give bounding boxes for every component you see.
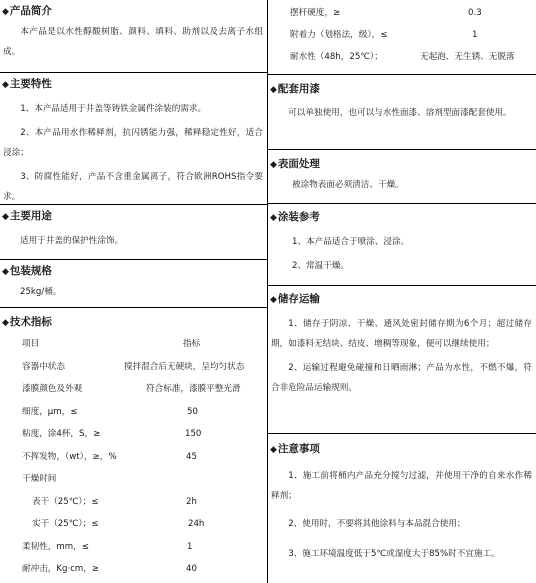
section-heading	[0, 311, 267, 333]
feature-item: 3、防腐性能好，产品不含重金属离子，符合欧洲ROHS指令要求。	[3, 172, 263, 202]
spec-name: 摆杆硬度，≥	[290, 8, 341, 18]
packaging-title: 包装规格	[9, 265, 52, 277]
spec-value: 45	[186, 451, 197, 462]
spec-value: 1	[187, 541, 193, 552]
section-usage	[0, 205, 267, 260]
matching-text: 可以单独使用，也可以与水性面漆、溶剂型面漆配套使用。	[288, 108, 512, 118]
note-item: 2、使用时，不要将其他涂料与本品混合使用；	[288, 519, 466, 529]
section-packaging	[0, 260, 267, 308]
storage-item: 1、储存于阴凉、干燥、通风处密封储存期为6个月；超过储存期，如漆料无结块、结皮、增稠等现象，便可以继续使用；	[271, 319, 532, 349]
spec-value: 符合标准，漆膜平整光滑	[146, 384, 241, 394]
section-features	[0, 73, 267, 205]
spec-value: 搅拌混合后无硬块，呈均匀状态	[124, 361, 245, 372]
diamond-bullet-icon: ◆	[2, 318, 9, 328]
section-coating	[268, 206, 536, 286]
spec-name: 表干（25℃）；≤	[32, 496, 99, 507]
spec-value: 50	[187, 406, 198, 417]
table-row	[0, 536, 267, 559]
diamond-bullet-icon: ◆	[270, 160, 277, 170]
surface-title: 表面处理	[277, 158, 320, 170]
spec-name: 实干（25℃）；≤	[32, 519, 99, 529]
diamond-bullet-icon: ◆	[270, 213, 277, 223]
notes-title: 注意事项	[277, 443, 320, 455]
table-row	[0, 423, 267, 446]
spec-value: 1	[472, 30, 478, 40]
feature-item: 2、本产品用水作稀释剂，抗闪锈能力强，稀释稳定性好，适合浸涂；	[3, 128, 263, 158]
table-row	[268, 24, 536, 46]
section-heading	[0, 260, 267, 282]
spec-name: 耐冲击，Kg·cm，≥	[22, 564, 100, 574]
right-column	[268, 0, 536, 583]
section-heading	[0, 205, 267, 227]
note-item: 3、施工环境温度低于5℃或湿度大于85%时不宜施工。	[288, 549, 500, 559]
diamond-bullet-icon: ◆	[2, 80, 9, 90]
section-heading	[0, 73, 267, 95]
section-notes	[268, 438, 536, 564]
spec-value: 40	[186, 564, 197, 574]
storage-item: 2、运输过程避免碰撞和日晒雨淋；产品为水性，不燃不爆，符合非危险品运输规则。	[271, 363, 532, 393]
spec-value: 150	[185, 429, 202, 439]
spec-name: 耐水性（48h，25℃）；	[290, 52, 383, 62]
section-specs-continued	[268, 0, 536, 75]
coating-title: 涂装参考	[277, 211, 320, 223]
coating-item: 1、本产品适合于喷涂、浸涂。	[292, 237, 410, 247]
intro-title: 产品简介	[9, 5, 52, 17]
spec-name: 附着力（划格法，级），≤	[290, 30, 388, 40]
intro-text: 本产品是以水性醇酸树脂、颜料、填料、助剂以及去离子水组成。	[3, 27, 263, 57]
spec-value: 2h	[186, 496, 197, 507]
table-row	[0, 558, 267, 581]
specs-title: 技术指标	[9, 316, 52, 328]
feature-item: 1、本产品适用于井盖等铸铁金属件涂装的需求。	[20, 104, 207, 114]
section-heading	[268, 153, 536, 175]
spec-name: 柔韧性，mm，≤	[22, 541, 89, 552]
diamond-bullet-icon: ◆	[2, 7, 9, 17]
spec-name: 容器中状态	[22, 361, 65, 372]
table-row	[0, 513, 267, 536]
coating-item: 2、常温干燥。	[292, 261, 350, 271]
usage-title: 主要用途	[9, 210, 52, 222]
section-specs	[0, 311, 267, 581]
diamond-bullet-icon: ◆	[270, 85, 277, 95]
matching-title: 配套用漆	[277, 83, 320, 95]
diamond-bullet-icon: ◆	[2, 212, 9, 222]
table-row	[0, 446, 267, 469]
section-storage	[268, 288, 536, 434]
section-matching	[268, 78, 536, 150]
spec-value: 24h	[188, 519, 205, 529]
diamond-bullet-icon: ◆	[270, 445, 277, 455]
storage-title: 储存运输	[277, 293, 320, 305]
section-heading	[268, 78, 536, 100]
section-intro	[0, 0, 267, 73]
usage-text: 适用于井盖的保护性涂饰。	[20, 236, 124, 246]
spec-name: 细度，μm，≤	[22, 406, 78, 417]
spec-name: 粘度，涂4杯，S，≥	[22, 429, 101, 439]
spec-value: 无起泡、无生锈、无脱落	[420, 52, 515, 62]
spec-name: 不挥发物，（wt），≥，%	[22, 451, 117, 462]
packaging-text: 25kg/桶。	[20, 287, 62, 297]
diamond-bullet-icon: ◆	[270, 295, 277, 305]
specs-header-value: 指标	[183, 339, 201, 349]
table-row	[0, 468, 267, 491]
section-heading	[268, 438, 536, 460]
spec-name: 干燥时间	[22, 474, 57, 484]
section-surface	[268, 153, 536, 204]
spec-name: 漆膜颜色及外观	[22, 384, 83, 394]
table-row	[268, 2, 536, 24]
features-title: 主要特性	[9, 78, 52, 90]
specs-header-name: 项目	[22, 339, 40, 349]
section-heading	[268, 288, 536, 310]
section-heading	[268, 206, 536, 228]
specs-header-row	[0, 333, 267, 356]
surface-text: 被涂物表面必须清洁、干燥。	[292, 180, 404, 190]
table-row	[0, 356, 267, 379]
table-row	[268, 46, 536, 68]
diamond-bullet-icon: ◆	[2, 267, 9, 277]
table-row	[0, 401, 267, 424]
section-heading	[0, 0, 267, 22]
spec-value: 0.3	[468, 8, 482, 18]
table-row	[0, 378, 267, 401]
table-row	[0, 491, 267, 514]
note-item: 1、施工前将桶内产品充分搅匀过滤，并使用干净的自来水作稀释剂；	[271, 471, 532, 501]
